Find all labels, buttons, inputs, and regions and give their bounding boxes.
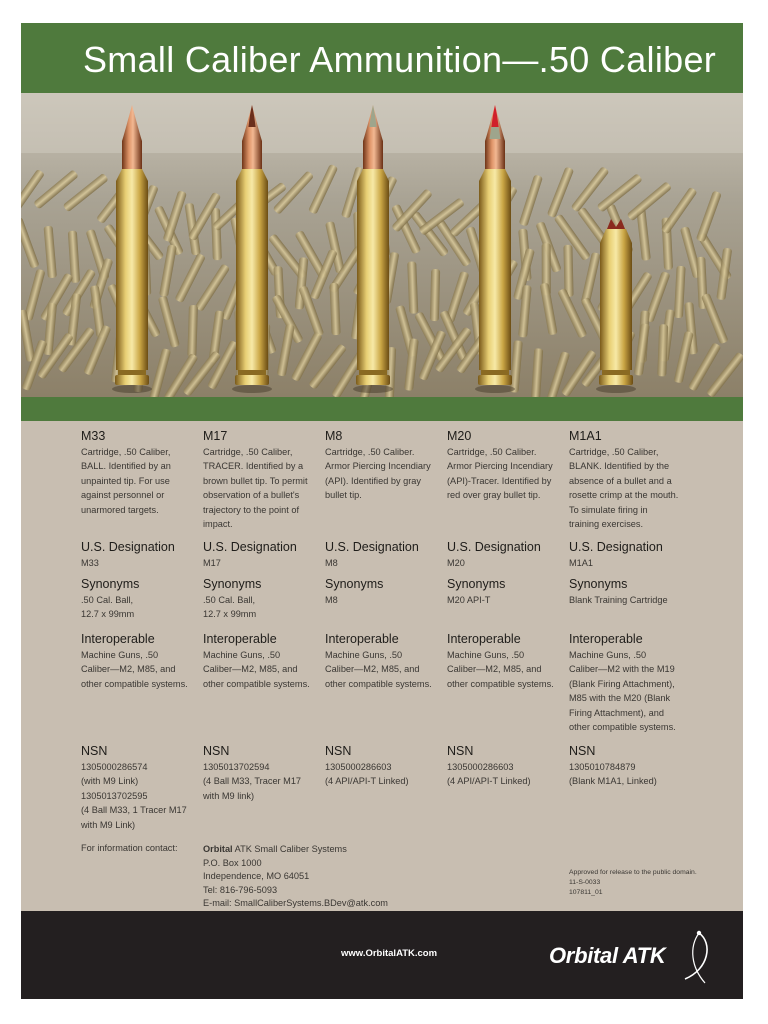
company-name-rest: ATK Small Caliber Systems: [232, 844, 347, 854]
round-columns: [81, 429, 721, 849]
nsn-value: 1305000286574 (with M9 Link) 1305013702595 (4 Ball M33, 1 Tracer M17 with M9 Link): [81, 762, 187, 830]
synonyms-heading: Synonyms: [325, 577, 384, 591]
cartridge-shadow: [232, 385, 272, 393]
interoperable-heading: Interoperable: [325, 632, 399, 646]
cartridge-groove: [238, 370, 266, 375]
designation-heading: U.S. Designation: [569, 540, 663, 554]
cartridge-rim: [478, 375, 512, 385]
contact-company: [203, 843, 388, 857]
cartridge-shadow: [596, 385, 636, 393]
cartridge-rim: [115, 375, 149, 385]
interoperable-heading: Interoperable: [569, 632, 643, 646]
round-name: M20: [447, 429, 472, 443]
nsn-heading: NSN: [325, 744, 352, 758]
nsn-heading: NSN: [81, 744, 108, 758]
nsn-heading: NSN: [569, 744, 596, 758]
cartridge-groove: [359, 370, 387, 375]
round-column-m17: [203, 429, 321, 801]
website-link[interactable]: www.OrbitalATK.com: [341, 948, 438, 959]
approval-notice: [569, 868, 697, 898]
round-name: M33: [81, 429, 106, 443]
cartridge-case: [116, 181, 148, 370]
synonyms-value: M8: [325, 595, 338, 605]
designation-heading: U.S. Designation: [81, 540, 175, 554]
designation-heading: U.S. Designation: [325, 540, 419, 554]
designation-value: M17: [203, 558, 221, 568]
synonyms-heading: Synonyms: [81, 577, 140, 591]
synonyms-heading: Synonyms: [203, 577, 262, 591]
interoperable-value: Machine Guns, .50 Caliber—M2, M85, and other compatible systems.: [203, 650, 310, 689]
datasheet: [21, 23, 743, 999]
round-name: M8: [325, 429, 343, 443]
nsn-value: 1305000286603 (4 API/API-T Linked): [325, 762, 409, 787]
interoperable-value: Machine Guns, .50 Caliber—M2, M85, and other compatible systems.: [81, 650, 188, 689]
hero-image: [21, 93, 743, 397]
round-description: Cartridge, .50 Caliber, TRACER. Identified by a brown bullet tip. To permit observation of a bullet's trajectory to the point of impact.: [203, 447, 308, 530]
belt-round-body: [430, 269, 440, 321]
cartridge-case: [357, 181, 389, 370]
green-divider: [21, 397, 743, 421]
designation-value: M20: [447, 558, 465, 568]
cartridge-case: [600, 243, 632, 370]
cartridge-groove: [481, 370, 509, 375]
contact-block: [203, 843, 388, 911]
title-bar: [21, 23, 743, 93]
synonyms-value: .50 Cal. Ball, 12.7 x 99mm: [81, 595, 135, 620]
contact-phone: Tel: 816-796-5093: [203, 884, 278, 895]
belt-round-body: [187, 305, 198, 357]
cartridge-case: [236, 181, 268, 370]
cartridge-groove: [602, 370, 630, 375]
designation-heading: U.S. Designation: [203, 540, 297, 554]
cartridge-shadow: [112, 385, 152, 393]
footer: [21, 911, 743, 999]
interoperable-value: Machine Guns, .50 Caliber—M2 with the M19 (Blank Firing Attachment), M85 with the M20 (Blank Firing Attachment), and other compatible systems.: [569, 650, 676, 733]
nsn-value: 1305000286603 (4 API/API-T Linked): [447, 762, 531, 787]
round-description: Cartridge, .50 Caliber. Armor Piercing Incendiary (API). Identified by gray bullet tip.: [325, 447, 431, 501]
designation-value: M8: [325, 558, 338, 568]
cartridge-shadow: [475, 385, 515, 393]
page-title: Small Caliber Ammunition—.50 Caliber: [83, 39, 717, 80]
cartridge-rim: [599, 375, 633, 385]
document-number: 107811_01: [569, 889, 603, 896]
orbital-atk-logo: [549, 929, 719, 985]
logo-wordmark: Orbital ATK: [549, 943, 666, 968]
round-column-m1a1: [569, 429, 687, 787]
company-name-bold: Orbital: [203, 844, 233, 854]
interoperable-heading: Interoperable: [203, 632, 277, 646]
nsn-value: 1305013702594 (4 Ball M33, Tracer M17 with M9 link): [203, 762, 302, 801]
round-description: Cartridge, .50 Caliber, BALL. Identified by an unpainted tip. For use against personnel or unarmored targets.: [81, 447, 171, 515]
designation-heading: U.S. Designation: [447, 540, 541, 554]
cartridge-case: [479, 181, 511, 370]
round-column-m20: [447, 429, 565, 787]
cartridge-rim: [356, 375, 390, 385]
approval-line: Approved for release to the public domain.: [569, 869, 697, 876]
synonyms-value: .50 Cal. Ball, 12.7 x 99mm: [203, 595, 257, 620]
cartridge-shadow: [353, 385, 393, 393]
interoperable-value: Machine Guns, .50 Caliber—M2, M85, and other compatible systems.: [325, 650, 432, 689]
designation-value: M33: [81, 558, 99, 568]
contact-city: Independence, MO 64051: [203, 871, 310, 882]
synonyms-heading: Synonyms: [447, 577, 506, 591]
nsn-heading: NSN: [203, 744, 230, 758]
synonyms-value: M20 API-T: [447, 595, 491, 605]
nsn-heading: NSN: [447, 744, 474, 758]
interoperable-heading: Interoperable: [81, 632, 155, 646]
cartridge-rim: [235, 375, 269, 385]
contact-email[interactable]: E-mail: SmallCaliberSystems.BDev@atk.com: [203, 898, 388, 909]
synonyms-value: Blank Training Cartridge: [569, 595, 668, 605]
belt-round: [187, 305, 198, 357]
round-description: Cartridge, .50 Caliber, BLANK. Identified by the absence of a bullet and a rosette crimp at the mouth. To simulate firing in training exercises.: [569, 447, 679, 530]
designation-value: M1A1: [569, 558, 594, 568]
round-description: Cartridge, .50 Caliber. Armor Piercing Incendiary (API)-Tracer. Identified by red over gray bullet tip.: [447, 447, 553, 501]
contact-label: For information contact:: [81, 843, 178, 853]
cartridge-m1a1: [596, 219, 636, 393]
interoperable-value: Machine Guns, .50 Caliber—M2, M85, and other compatible systems.: [447, 650, 554, 689]
cartridge-tip-gray: [490, 127, 501, 139]
round-name: M17: [203, 429, 228, 443]
round-column-m8: [325, 429, 443, 787]
interoperable-heading: Interoperable: [447, 632, 521, 646]
belt-round: [430, 269, 440, 321]
round-name: M1A1: [569, 429, 602, 443]
approval-code: 11-S-0033: [569, 879, 601, 886]
contact-po-box: P.O. Box 1000: [203, 857, 262, 868]
cartridges-photo: [21, 93, 743, 397]
round-column-m33: [81, 429, 199, 830]
orbit-swoosh-icon: [679, 929, 719, 985]
nsn-value: 1305010784879 (Blank M1A1, Linked): [569, 762, 657, 787]
cartridge-groove: [118, 370, 146, 375]
synonyms-heading: Synonyms: [569, 577, 628, 591]
